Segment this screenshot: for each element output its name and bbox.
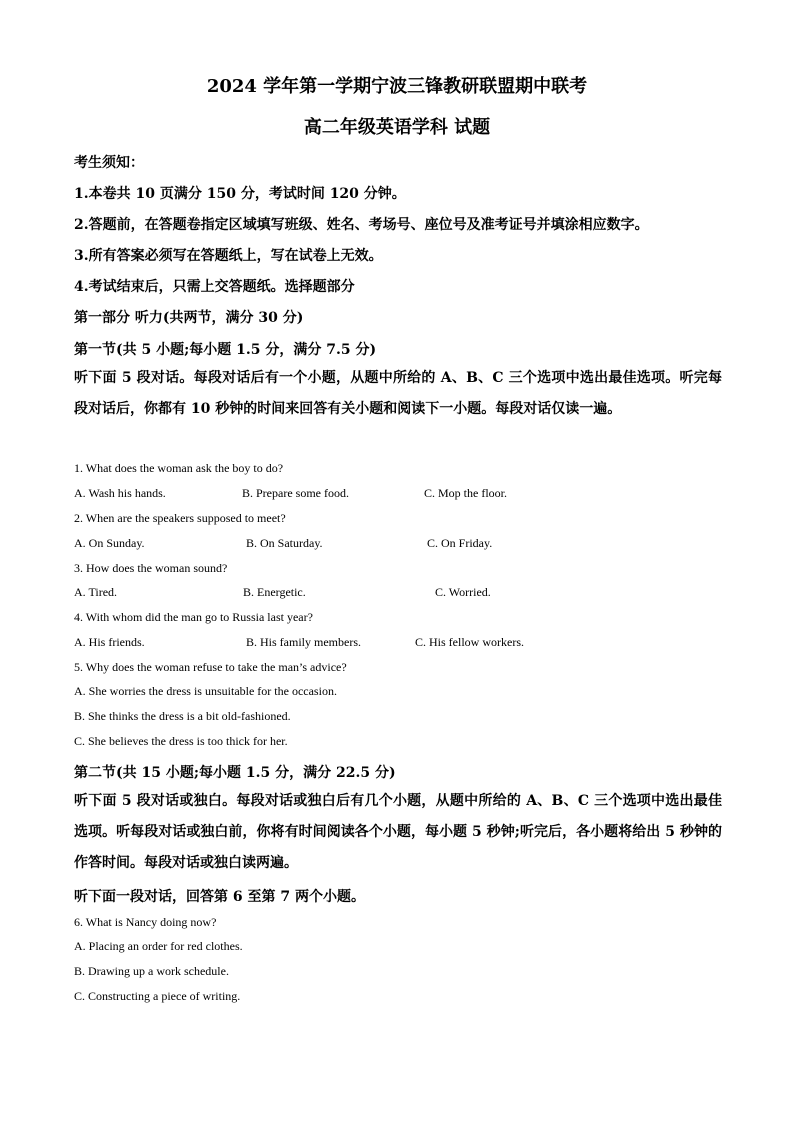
option-b: B. Energetic. <box>243 585 306 599</box>
option-a: A. Wash his hands. <box>74 486 166 500</box>
section-title: 第二节(共 15 小题;每小题 1.5 分，满分 22.5 分) <box>74 765 396 781</box>
question-group-lead: 听下面一段对话，回答第 6 至第 7 两个小题。 <box>74 889 365 905</box>
question-stem: 4. With whom did the man go to Russia last year? <box>74 610 313 624</box>
option-c: C. Mop the floor. <box>424 486 507 500</box>
notice-item: 3.所有答案必须写在答题纸上，写在试卷上无效。 <box>74 248 383 264</box>
exam-subtitle: 高二年级英语学科 试题 <box>303 117 491 138</box>
option-b: B. His family members. <box>246 635 361 649</box>
question-stem: 1. What does the woman ask the boy to do? <box>74 461 284 475</box>
notice-heading: 考生须知： <box>74 155 144 171</box>
option-a: A. On Sunday. <box>74 536 145 550</box>
option-b: B. Prepare some food. <box>242 486 349 500</box>
section-title: 第一节(共 5 小题;每小题 1.5 分，满分 7.5 分) <box>74 342 377 358</box>
part-title: 第一部分 听力(共两节，满分 30 分) <box>74 310 304 326</box>
section-instructions: 听下面 5 段对话或独白。每段对话或独白后有几个小题，从题中所给的 A、B、C 三个选项中选出最佳选项。听每段对话或独白前，你将有时间阅读各个小题，每小题 5 秒钟;听完后，各小题将给出 5 秒钟的作答时间。每段对话或独白读两遍。 <box>74 793 722 871</box>
option-c: C. Constructing a piece of writing. <box>74 989 241 1003</box>
notice-item: 2.答题前，在答题卷指定区域填写班级、姓名、考场号、座位号及准考证号并填涂相应数字。 <box>74 217 649 233</box>
section-instructions: 听下面 5 段对话。每段对话后有一个小题，从题中所给的 A、B、C 三个选项中选出最佳选项。听完每段对话后，你都有 10 秒钟的时间来回答有关小题和阅读下一小题。每段对话仅读一遍。 <box>74 370 722 417</box>
question-stem: 3. How does the woman sound? <box>74 561 228 575</box>
option-a: A. She worries the dress is unsuitable for the occasion. <box>74 684 337 698</box>
option-a: A. Placing an order for red clothes. <box>74 939 243 953</box>
option-b: B. On Saturday. <box>246 536 323 550</box>
option-a: A. Tired. <box>74 585 118 599</box>
option-c: C. His fellow workers. <box>415 635 524 649</box>
notice-item: 4.考试结束后，只需上交答题纸。选择题部分 <box>74 279 355 295</box>
option-c: C. On Friday. <box>427 536 493 550</box>
notice-item: 1.本卷共 10 页满分 150 分，考试时间 120 分钟。 <box>74 186 406 202</box>
option-a: A. His friends. <box>74 635 145 649</box>
exam-title: 2024 学年第一学期宁波三锋教研联盟期中联考 <box>206 76 588 97</box>
option-b: B. Drawing up a work schedule. <box>74 964 229 978</box>
option-b: B. She thinks the dress is a bit old-fashioned. <box>74 709 291 723</box>
option-c: C. Worried. <box>435 585 491 599</box>
question-stem: 2. When are the speakers supposed to meet? <box>74 511 286 525</box>
question-stem: 6. What is Nancy doing now? <box>74 915 217 929</box>
option-c: C. She believes the dress is too thick for her. <box>74 734 288 748</box>
question-stem: 5. Why does the woman refuse to take the man’s advice? <box>74 660 347 674</box>
